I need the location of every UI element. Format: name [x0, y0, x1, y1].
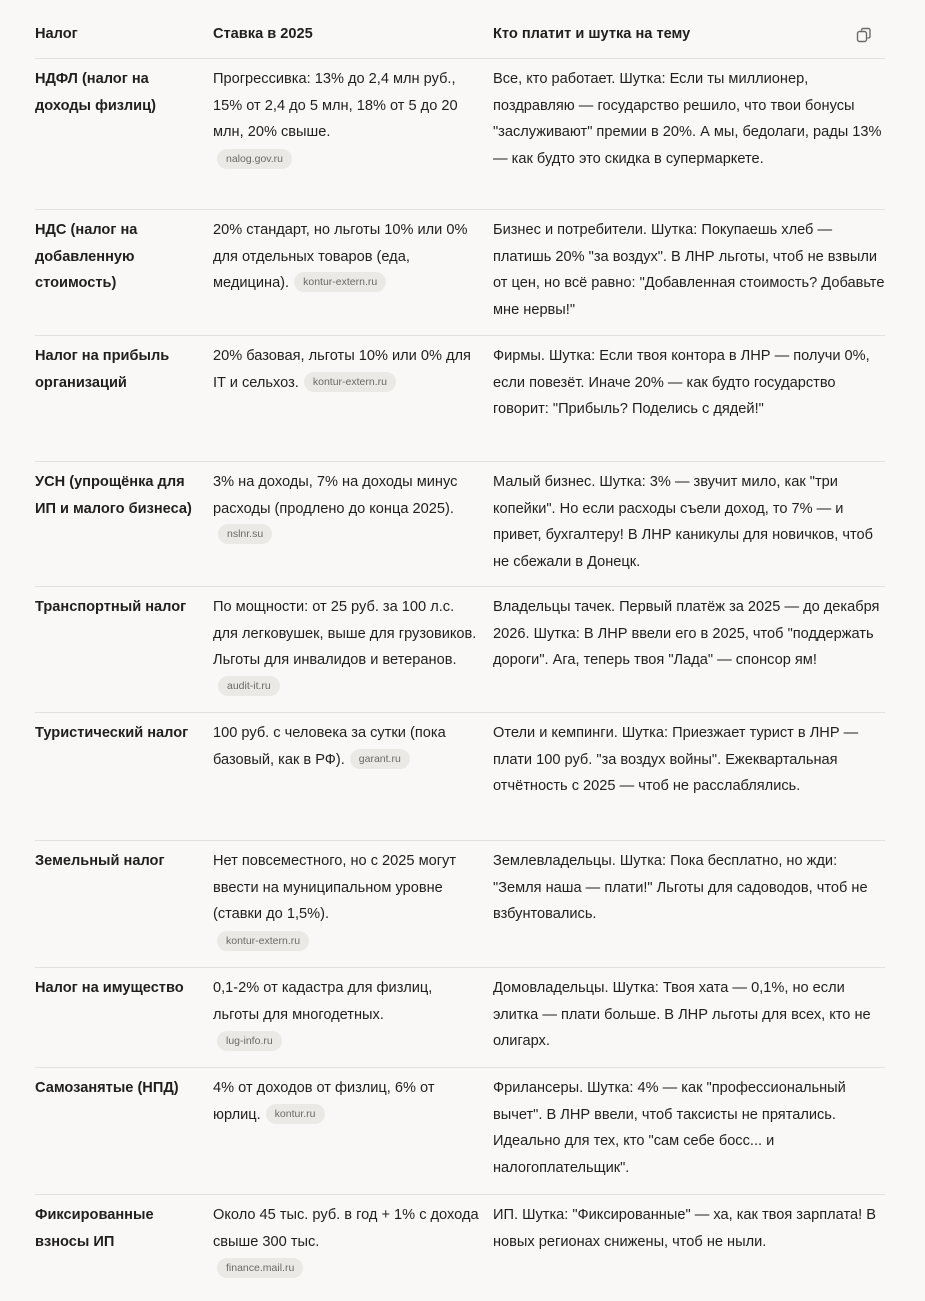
rate-text: 100 руб. с человека за сутки (пока базовый, как в РФ). — [213, 725, 446, 768]
tax-who: Домовладельцы. Шутка: Твоя хата — 0,1%, но если элитка — плати больше. В ЛНР льготы для всех, кто не олигарх. — [493, 980, 871, 1050]
rate-text: 3% на доходы, 7% на доходы минус расходы (продлено до конца 2025). — [213, 474, 458, 517]
tax-rate — [213, 594, 479, 700]
tax-name: Налог на имущество — [35, 980, 184, 996]
tax-name: Туристический налог — [35, 725, 189, 741]
tax-name: НДФЛ (налог на доходы физлиц) — [35, 71, 156, 114]
tax-who: Отели и кемпинги. Шутка: Приезжает турист в ЛНР — плати 100 руб. "за воздух войны". Ежеквартальная отчётность с 2025 — чтоб не расслаблялись. — [493, 725, 859, 795]
tax-rate — [213, 975, 479, 1055]
source-chip[interactable]: kontur-extern.ru — [217, 931, 309, 951]
tax-name: Транспортный налог — [35, 599, 187, 615]
table-row — [35, 336, 885, 462]
rate-text: 0,1-2% от кадастра для физлиц, льготы для многодетных. — [213, 980, 433, 1023]
tax-rate — [213, 66, 479, 172]
table-row — [35, 968, 885, 1068]
tax-who: Владельцы тачек. Первый платёж за 2025 — до декабря 2026. Шутка: В ЛНР ввели его в 2025, чтоб "поддержать дороги". Ага, теперь твоя "Лада" — спонсор ям! — [493, 599, 880, 669]
tax-who: Фрилансеры. Шутка: 4% — как "профессиональный вычет". В ЛНР ввели, чтоб таксисты не прятались. Идеально для тех, кто "сам себе босс... и налогоплательщик". — [493, 1080, 846, 1176]
source-chip[interactable]: lug-info.ru — [217, 1031, 282, 1051]
source-chip[interactable]: finance.mail.ru — [217, 1258, 303, 1278]
source-chip[interactable]: garant.ru — [350, 749, 410, 769]
tax-who: Фирмы. Шутка: Если твоя контора в ЛНР — получи 0%, если повезёт. Иначе 20% — как будто государство говорит: "Прибыль? Поделись с дядей!" — [493, 348, 870, 418]
rate-text: Прогрессивка: 13% до 2,4 млн руб., 15% от 2,4 до 5 млн, 18% от 5 до 20 млн, 20% свыше. — [213, 71, 458, 141]
tax-rate — [213, 469, 479, 549]
table-row — [35, 713, 885, 841]
tax-who: Землевладельцы. Шутка: Пока бесплатно, но жди: "Земля наша — плати!" Льготы для садоводов, чтоб не взбунтовались. — [493, 853, 868, 923]
tax-who: ИП. Шутка: "Фиксированные" — ха, как твоя зарплата! В новых регионах снижены, чтоб не ныли. — [493, 1207, 876, 1250]
tax-name: УСН (упрощёнка для ИП и малого бизнеса) — [35, 474, 192, 517]
rate-text: 20% базовая, льготы 10% или 0% для IT и сельхоз. — [213, 348, 471, 391]
header-rate: Ставка в 2025 — [213, 26, 313, 42]
source-chip[interactable]: kontur-extern.ru — [294, 272, 386, 292]
rate-text: По мощности: от 25 руб. за 100 л.с. для легковушек, выше для грузовиков. Льготы для инвалидов и ветеранов. — [213, 599, 477, 669]
source-chip[interactable]: nslnr.su — [218, 524, 272, 544]
source-chip[interactable]: kontur-extern.ru — [304, 372, 396, 392]
tax-who: Все, кто работает. Шутка: Если ты миллионер, поздравляю — государство решило, что твои бонусы "заслуживают" премии в 20%. А мы, бедолаги, рады 13% — как будто это скидка в супермаркете. — [493, 71, 882, 167]
tax-rate — [213, 217, 479, 297]
header-tax: Налог — [35, 26, 78, 42]
tax-who: Бизнес и потребители. Шутка: Покупаешь хлеб — платишь 20% "за воздух". В ЛНР льготы, чтоб не взвыли от цен, но всё равно: "Добавленная стоимость? Добавьте мне нервы!" — [493, 222, 885, 318]
table-row — [35, 59, 885, 210]
table-header — [35, 18, 885, 59]
header-who: Кто платит и шутка на тему — [493, 26, 691, 42]
table-row — [35, 1068, 885, 1195]
source-chip[interactable]: kontur.ru — [266, 1104, 325, 1124]
tax-name: Самозанятые (НПД) — [35, 1080, 179, 1096]
source-chip[interactable]: nalog.gov.ru — [217, 149, 292, 169]
tax-rate — [213, 720, 479, 773]
table-row — [35, 841, 885, 968]
rate-text: 20% стандарт, но льготы 10% или 0% для отдельных товаров (еда, медицина). — [213, 222, 468, 292]
table-row — [35, 210, 885, 336]
tax-rate — [213, 343, 479, 396]
tax-name: Налог на прибыль организаций — [35, 348, 170, 391]
tax-name: НДС (налог на добавленную стоимость) — [35, 222, 138, 292]
source-chip[interactable]: audit-it.ru — [218, 676, 280, 696]
table-row — [35, 1195, 885, 1295]
rate-text: Около 45 тыс. руб. в год + 1% с дохода свыше 300 тыс. — [213, 1207, 479, 1250]
table-row — [35, 462, 885, 587]
tax-who: Малый бизнес. Шутка: 3% — звучит мило, как "три копейки". Но если расходы съели доход, то 7% — и привет, бухгалтеру! В ЛНР каникулы для новичков, чтоб не сбежали в Донецк. — [493, 474, 873, 570]
tax-name: Земельный налог — [35, 853, 165, 869]
tax-name: Фиксированные взносы ИП — [35, 1207, 154, 1250]
table-row — [35, 587, 885, 713]
tax-rate — [213, 1202, 479, 1282]
tax-rate — [213, 848, 479, 954]
rate-text: Нет повсеместного, но с 2025 могут ввести на муниципальном уровне (ставки до 1,5%). — [213, 853, 457, 923]
rate-text: 4% от доходов от физлиц, 6% от юрлиц. — [213, 1080, 435, 1123]
tax-rate — [213, 1075, 479, 1128]
